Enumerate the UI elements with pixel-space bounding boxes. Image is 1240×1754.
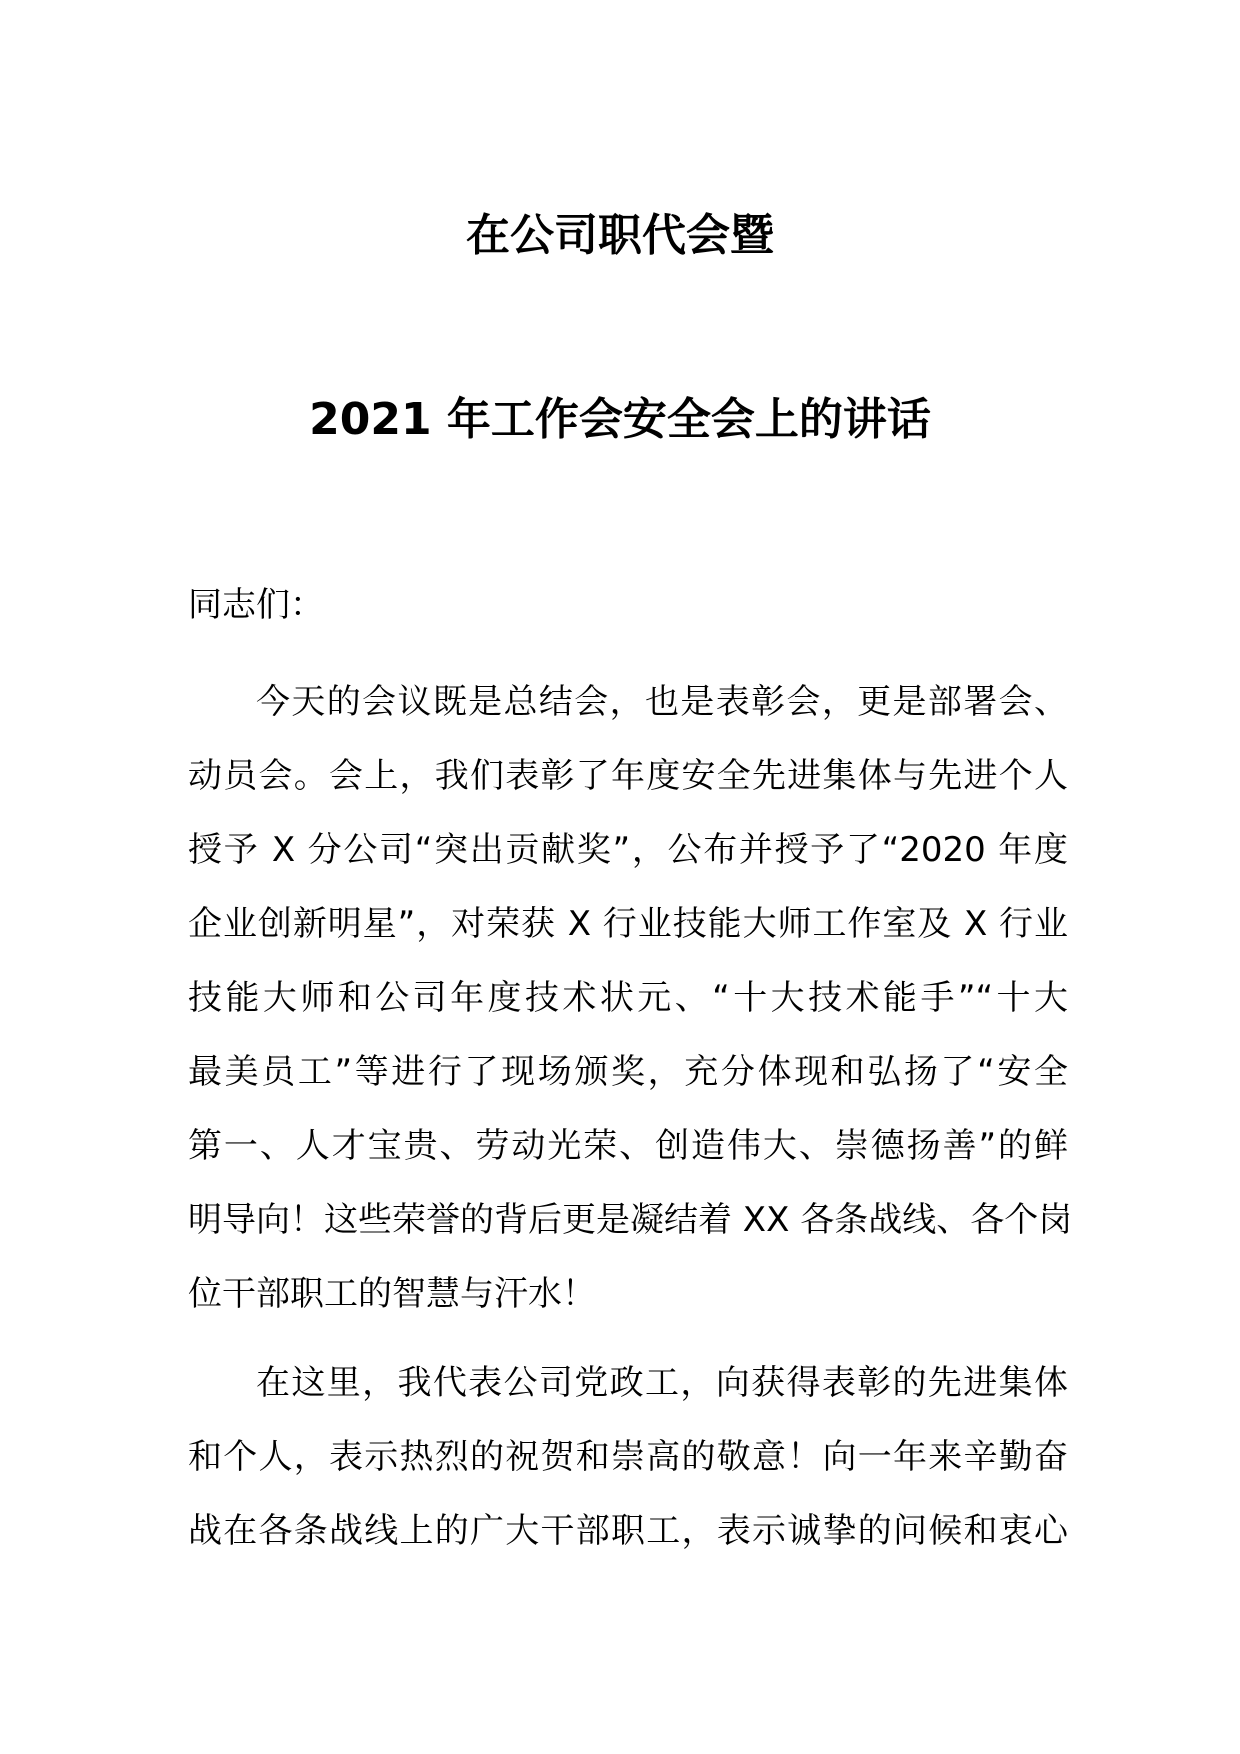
paragraph-line: 今天的会议既是总结会，也是表彰会，更是部署会、 (256, 682, 1068, 722)
paragraph-1 (188, 665, 1073, 1331)
paragraph-line: 战在各条战线上的广大干部职工，表示诚挚的问候和衷心 (188, 1511, 1068, 1551)
paragraph-line: 和个人，表示热烈的祝贺和崇高的敬意！向一年来辛勤奋 (188, 1437, 1068, 1477)
salutation: 同志们： (188, 585, 324, 625)
document-title-line-2: 2021 年工作会安全会上的讲话 (309, 394, 931, 445)
paragraph-line: 技能大师和公司年度技术状元、“十大技术能手”“十大 (188, 978, 1068, 1018)
paragraph-line: 第一、人才宝贵、劳动光荣、创造伟大、崇德扬善”的鲜 (188, 1126, 1068, 1166)
document-title-line-1: 在公司职代会暨 (466, 210, 774, 261)
paragraph-line: 企业创新明星”，对荣获 X 行业技能大师工作室及 X 行业 (188, 904, 1068, 944)
paragraph-line: 明导向！这些荣誉的背后更是凝结着 XX 各条战线、各个岗 (188, 1200, 1073, 1240)
paragraph-line: 在这里，我代表公司党政工，向获得表彰的先进集体 (256, 1363, 1068, 1403)
paragraph-2 (188, 1346, 1068, 1568)
paragraph-line: 最美员工”等进行了现场颁奖，充分体现和弘扬了“安全 (188, 1052, 1068, 1092)
paragraph-line: 动员会。会上，我们表彰了年度安全先进集体与先进个人 (188, 756, 1068, 796)
paragraph-line: 授予 X 分公司“突出贡献奖”，公布并授予了“2020 年度 (188, 830, 1068, 870)
paragraph-line: 位干部职工的智慧与汗水！ (188, 1274, 596, 1314)
